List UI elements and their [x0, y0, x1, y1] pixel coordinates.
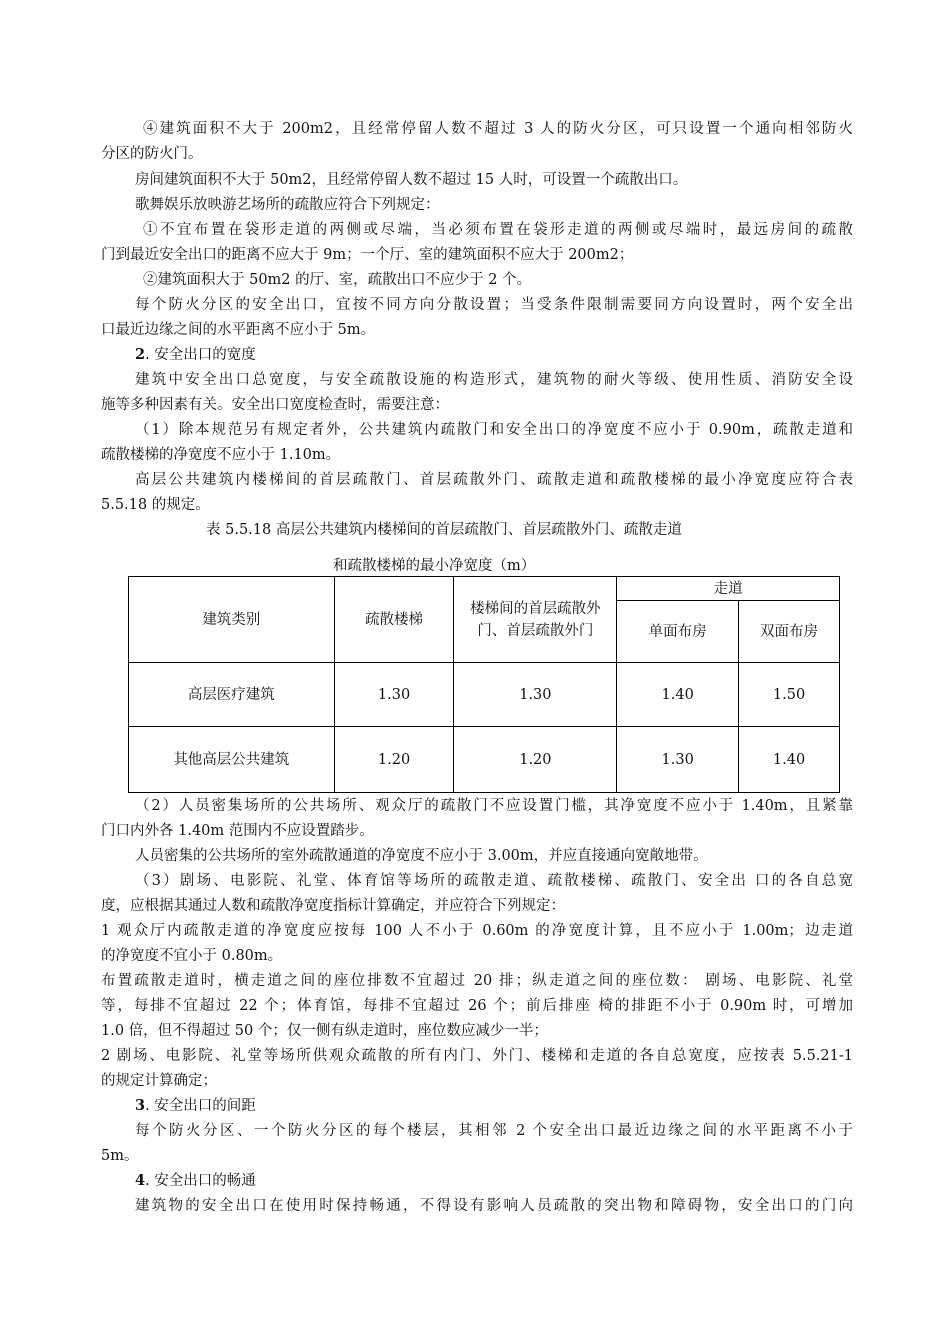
paragraph-line: 1 观众厅内疏散走道的净宽度应按每 100 人不小于 0.60m 的净宽度计算，且不应小于 1.00m；边走道	[101, 923, 853, 939]
header-stairs: 疏散楼梯	[334, 577, 454, 663]
header-doors-line-1: 楼梯间的首层疏散外	[470, 600, 601, 617]
row-double: 1.50	[739, 663, 840, 727]
section-title: . 安全出口的间距	[145, 1098, 256, 1114]
paragraph-line: 分区的防火门。	[101, 146, 203, 162]
table-caption-line-1: 表 5.5.18 高层公共建筑内楼梯间的首层疏散门、首层疏散外门、疏散走道	[206, 522, 682, 538]
row-doors: 1.30	[454, 663, 617, 727]
paragraph-line: 度，应根据其通过人数和疏散净宽度指标计算确定，并应符合下列规定：	[101, 898, 565, 914]
paragraph-line: （2）人员密集场所的公共场所、观众厅的疏散门不应设置门槛，其净宽度不应小于 1.40m，且紧靠	[135, 798, 853, 814]
row-category: 高层医疗建筑	[129, 663, 335, 727]
paragraph-line: 5m。	[101, 1148, 139, 1164]
paragraph-line: ②建筑面积大于 50m2 的厅、室，疏散出口不应少于 2 个。	[143, 272, 532, 288]
paragraph-line: 疏散楼梯的净宽度不应小于 1.10m。	[101, 447, 341, 463]
paragraph-line: （3）剧场、电影院、礼堂、体育馆等场所的疏散走道、疏散楼梯、疏散门、安全出 口的各自总宽	[135, 873, 853, 889]
section-heading	[101, 345, 853, 365]
section-title: . 安全出口的宽度	[145, 347, 256, 363]
table-row	[129, 663, 840, 727]
section-number: 3	[135, 1097, 146, 1114]
row-doors: 1.20	[454, 727, 617, 793]
paragraph-line: 施等多种因素有关。安全出口宽度检查时，需要注意：	[101, 397, 449, 413]
paragraph-line: 人员密集的公共场所的室外疏散通道的净宽度不应小于 3.00m，并应直接通向宽敞地带。	[135, 848, 708, 864]
paragraph-line: 建筑物的安全出口在使用时保持畅通，不得设有影响人员疏散的突出物和障碍物，安全出口的门向	[135, 1198, 853, 1214]
header-doors	[454, 577, 617, 663]
row-double: 1.40	[739, 727, 840, 793]
table-caption-line-2: 和疏散楼梯的最小净宽度（m）	[333, 558, 536, 574]
table-row	[129, 727, 840, 793]
paragraph-line: 5.5.18 的规定。	[101, 497, 210, 513]
section-number: 2	[135, 346, 146, 363]
paragraph-line: ④建筑面积不大于 200m2，且经常停留人数不超过 3 人的防火分区，可只设置一个通向相邻防火	[143, 121, 853, 137]
paragraph-line: 每个防火分区的安全出口，宜按不同方向分散设置；当受条件限制需要同方向设置时，两个安全出	[135, 297, 853, 313]
paragraph-line: 2 剧场、电影院、礼堂等场所供观众疏散的所有内门、外门、楼梯和走道的各自总宽度，应按表 5.5.21-1	[101, 1048, 853, 1064]
header-doors-line-2: 门、首层疏散外门	[477, 622, 594, 639]
section-number: 4	[135, 1172, 146, 1189]
header-category: 建筑类别	[129, 577, 335, 663]
section-heading	[101, 1096, 853, 1116]
row-single: 1.30	[617, 727, 739, 793]
paragraph-line: 高层公共建筑内楼梯间的首层疏散门、首层疏散外门、疏散走道和疏散楼梯的最小净宽度应符合表	[135, 472, 853, 488]
paragraph-line: 1.0 倍，但不得超过 50 个；仅一侧有纵走道时，座位数应减少一半；	[101, 1023, 548, 1039]
row-stairs: 1.30	[334, 663, 454, 727]
row-single: 1.40	[617, 663, 739, 727]
paragraph-line: 每个防火分区、一个防火分区的每个楼层，其相邻 2 个安全出口最近边缘之间的水平距离不小于	[135, 1123, 853, 1139]
paragraph-line: 口最近边缘之间的水平距离不应小于 5m。	[101, 322, 376, 338]
paragraph-line: 布置疏散走道时，横走道之间的座位排数不宜超过 20 排；纵走道之间的座位数： 剧场、电影院、礼堂	[101, 973, 853, 989]
header-double: 双面布房	[739, 601, 840, 663]
row-stairs: 1.20	[334, 727, 454, 793]
header-corridor: 走道	[617, 577, 840, 601]
paragraph-line: 的规定计算确定；	[101, 1073, 217, 1089]
paragraph-line: 房间建筑面积不大于 50m2，且经常停留人数不超过 15 人时，可设置一个疏散出口。	[135, 172, 688, 188]
paragraph-line: 歌舞娱乐放映游艺场所的疏散应符合下列规定：	[135, 197, 440, 213]
paragraph-line: （1）除本规范另有规定者外，公共建筑内疏散门和安全出口的净宽度不应小于 0.90m，疏散走道和	[135, 422, 853, 438]
paragraph-line: 等，每排不宜超过 22 个；体育馆，每排不宜超过 26 个；前后排座 椅的排距不小于 0.90m 时，可增加	[101, 998, 853, 1014]
header-single: 单面布房	[617, 601, 739, 663]
paragraph-line: 门到最近安全出口的距离不应大于 9m；一个厅、室的建筑面积不应大于 200m2；	[101, 247, 634, 263]
paragraph-line: 的净宽度不宜小于 0.80m。	[101, 948, 283, 964]
row-category: 其他高层公共建筑	[129, 727, 335, 793]
section-title: . 安全出口的畅通	[145, 1173, 256, 1189]
paragraph-line: ①不宜布置在袋形走道的两侧或尽端，当必须布置在袋形走道的两侧或尽端时，最远房间的疏散	[143, 222, 853, 238]
paragraph-line: 门口内外各 1.40m 范围内不应设置踏步。	[101, 823, 374, 839]
min-width-table	[128, 576, 840, 793]
paragraph-line: 建筑中安全出口总宽度，与安全疏散设施的构造形式，建筑物的耐火等级、使用性质、消防安全设	[135, 372, 853, 388]
section-heading	[101, 1171, 853, 1191]
